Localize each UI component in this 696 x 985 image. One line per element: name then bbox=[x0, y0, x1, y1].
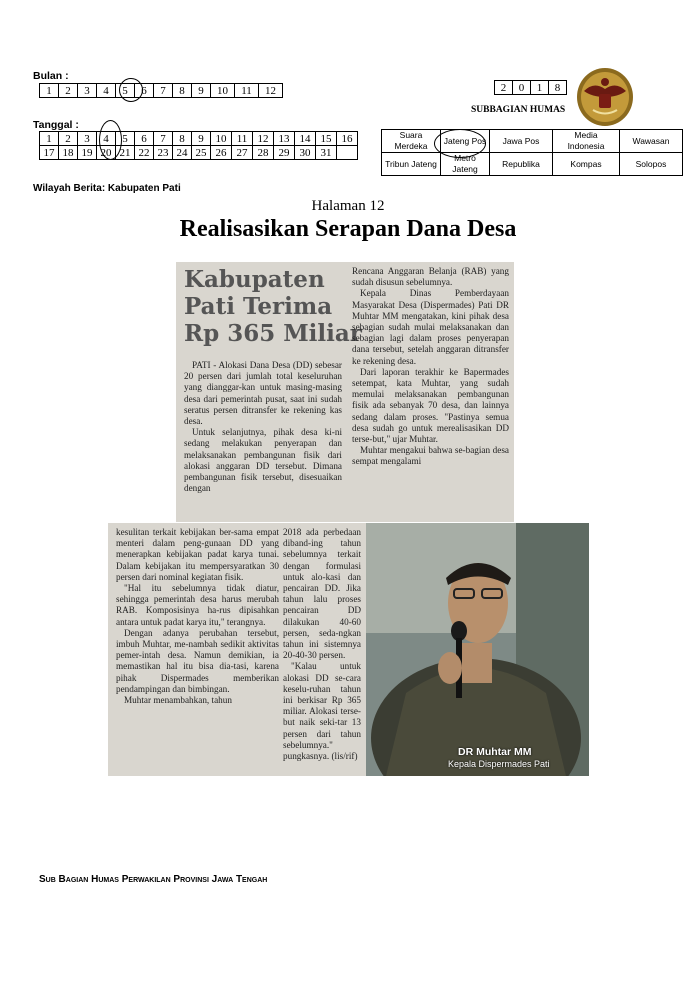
newspaper-table bbox=[381, 129, 683, 176]
tanggal-label: Tanggal : bbox=[33, 119, 79, 131]
bulan-cell: 5 bbox=[116, 84, 135, 98]
tanggal-cell: 13 bbox=[274, 132, 295, 146]
tanggal-cell: 18 bbox=[59, 146, 78, 160]
year-table bbox=[494, 80, 567, 95]
photo-caption-name: DR Muhtar MM bbox=[458, 746, 532, 758]
wilayah-berita: Wilayah Berita: Kabupaten Pati bbox=[33, 183, 181, 194]
article-column-4 bbox=[283, 527, 361, 762]
paragraph: Muhtar menambahkan, tahun bbox=[124, 695, 232, 706]
newspaper-cell: Republika bbox=[490, 153, 553, 176]
paragraph: 2018 ada perbedaan diband-ing tahun sebelumnya terkait dengan formulasi untuk alo-kasi dan pencairan DD. Jika tahun lalu proses pencairan DD dilakukan 40-60 persen, seda-ngkan tahun ini sistemnya 20-40-30 persen. bbox=[283, 527, 361, 661]
bulan-cell: 7 bbox=[154, 84, 173, 98]
newspaper-cell: Jawa Pos bbox=[490, 130, 553, 153]
paragraph: Kepala Dinas Pemberdayaan Masyarakat Desa (Dispermades) Pati DR Muhtar MM mengatakan, kini pihak desa sebagian sudah mulai melaksanakan dan sebagian lagi dalam proses penyerapan dana tersebut, setelah anggaran ditransfer ke rekening desa. bbox=[352, 288, 509, 366]
clipping-headline bbox=[184, 266, 362, 347]
bulan-cell: 1 bbox=[40, 84, 59, 98]
paragraph: "Hal itu sebelumnya tidak diatur, sehingga pemerintah desa harus merubah RAB. Komposisinya ha-rus dipisahkan antara untuk padat karya itu," terangnya. bbox=[116, 583, 279, 627]
tanggal-cell: 11 bbox=[232, 132, 253, 146]
subbagian-label: SUBBAGIAN HUMAS bbox=[471, 105, 566, 115]
bulan-label: Bulan : bbox=[33, 70, 69, 82]
tanggal-cell: 9 bbox=[192, 132, 211, 146]
tanggal-cell bbox=[337, 146, 358, 160]
news-clipping-lower bbox=[108, 523, 589, 776]
newspaper-cell: Media Indonesia bbox=[553, 130, 620, 153]
newspaper-cell: Kompas bbox=[553, 153, 620, 176]
newspaper-selection-circle bbox=[434, 129, 486, 158]
article-column-1 bbox=[184, 360, 342, 494]
tanggal-cell: 30 bbox=[295, 146, 316, 160]
tanggal-cell: 2 bbox=[59, 132, 78, 146]
tanggal-cell: 21 bbox=[116, 146, 135, 160]
tanggal-selection-circle bbox=[99, 120, 122, 160]
bulan-cell: 11 bbox=[235, 84, 259, 98]
tanggal-table bbox=[39, 131, 358, 160]
tanggal-cell: 5 bbox=[116, 132, 135, 146]
tanggal-cell: 22 bbox=[135, 146, 154, 160]
tanggal-cell: 15 bbox=[316, 132, 337, 146]
paragraph: Dari laporan terakhir ke Bapermades setempat, kata Muhtar, yang sudah memulai melaksanakan pembangunan fisik ada sebanyak 70 desa, dan lainnya sedang dalam proses. "Pastinya semua desa sudah go untuk merealisasikan DD terse-but," ujar Muhtar. bbox=[352, 366, 509, 445]
news-clipping-upper bbox=[176, 262, 514, 522]
tanggal-cell: 8 bbox=[173, 132, 192, 146]
photo-caption-title: Kepala Dispermades Pati bbox=[448, 759, 550, 769]
tanggal-cell: 19 bbox=[78, 146, 97, 160]
tanggal-cell: 6 bbox=[135, 132, 154, 146]
newspaper-cell: Jateng Pos bbox=[441, 130, 490, 153]
paragraph: Untuk selanjutnya, pihak desa ki-ni sedang melakukan penyerapan dan melaksanakan pembangunan fisik dari alokasi anggaran DD tersebut. Dimana pembangunan fisik tersebut, disesuaikan dengan bbox=[184, 427, 342, 494]
garuda-emblem-icon bbox=[576, 67, 634, 127]
photo-dr-muhtar bbox=[366, 523, 589, 776]
main-headline: Realisasikan Serapan Dana Desa bbox=[179, 216, 517, 242]
year-digit-cell: 2 bbox=[495, 81, 513, 95]
tanggal-cell: 23 bbox=[154, 146, 173, 160]
paragraph: Muhtar mengakui bahwa se-bagian desa sempat mengalami bbox=[352, 445, 509, 467]
bulan-cell: 9 bbox=[192, 84, 211, 98]
tanggal-cell: 24 bbox=[173, 146, 192, 160]
page-number: Halaman 12 bbox=[311, 198, 385, 214]
newspaper-cell: Solopos bbox=[620, 153, 683, 176]
paragraph: Rencana Anggaran Belanja (RAB) yang sudah disusun sebelumnya. bbox=[352, 266, 509, 288]
bulan-cell: 2 bbox=[59, 84, 78, 98]
paragraph: Dengan adanya perubahan tersebut, imbuh Muhtar, me-nambah sedikit aktivitas pemer-intah desa. Namun demikian, ia memastikan hal itu bisa dia-tasi, karena pihak Dispermades memberikan pendampingan dan bimbingan. bbox=[116, 627, 279, 694]
year-digit-cell: 8 bbox=[549, 81, 567, 95]
tanggal-cell: 31 bbox=[316, 146, 337, 160]
tanggal-cell: 29 bbox=[274, 146, 295, 160]
tanggal-cell: 28 bbox=[253, 146, 274, 160]
clipping-headline-line: Rp 365 Miliar bbox=[184, 320, 362, 347]
tanggal-cell: 27 bbox=[232, 146, 253, 160]
tanggal-cell: 25 bbox=[192, 146, 211, 160]
tanggal-cell: 12 bbox=[253, 132, 274, 146]
year-digit-cell: 0 bbox=[513, 81, 531, 95]
paragraph: "Kalau untuk alokasi DD se-cara keselu-ruhan tahun ini berkisar Rp 365 miliar. Alokasi terse-but naik seki-tar 13 persen dari tahun sebelumnya." pungkasnya. (lis/rif) bbox=[283, 661, 361, 762]
tanggal-cell: 20 bbox=[97, 146, 116, 160]
tanggal-cell: 7 bbox=[154, 132, 173, 146]
article-column-3 bbox=[116, 527, 279, 706]
tanggal-cell: 16 bbox=[337, 132, 358, 146]
year-digit-cell: 1 bbox=[531, 81, 549, 95]
bulan-cell: 12 bbox=[259, 84, 283, 98]
bulan-cell: 3 bbox=[78, 84, 97, 98]
footer: Sub Bagian Humas Perwakilan Provinsi Jawa Tengah bbox=[39, 874, 268, 885]
tanggal-cell: 26 bbox=[211, 146, 232, 160]
paragraph: kesulitan terkait kebijakan ber-sama empat menteri dalam peng-gunaan DD yang menerapkan kebijakan padat karya tunai. Dalam kebijakan itu mempersyaratkan 30 persen dari nominal kegiatan fisik. bbox=[116, 527, 279, 582]
newspaper-cell: Wawasan bbox=[620, 130, 683, 153]
bulan-cell: 4 bbox=[97, 84, 116, 98]
tanggal-cell: 17 bbox=[40, 146, 59, 160]
newspaper-cell: Tribun Jateng bbox=[382, 153, 441, 176]
tanggal-cell: 1 bbox=[40, 132, 59, 146]
tanggal-cell: 4 bbox=[97, 132, 116, 146]
tanggal-cell: 10 bbox=[211, 132, 232, 146]
article-column-2 bbox=[352, 266, 509, 468]
bulan-cell: 10 bbox=[211, 84, 235, 98]
tanggal-cell: 3 bbox=[78, 132, 97, 146]
clipping-headline-line: Pati Terima bbox=[184, 293, 333, 320]
tanggal-cell: 14 bbox=[295, 132, 316, 146]
newspaper-cell: Metro Jateng bbox=[441, 153, 490, 176]
bulan-cell: 6 bbox=[135, 84, 154, 98]
bulan-cell: 8 bbox=[173, 84, 192, 98]
bulan-selection-circle bbox=[119, 78, 143, 102]
bulan-table bbox=[39, 83, 283, 98]
newspaper-cell: Suara Merdeka bbox=[382, 130, 441, 153]
paragraph: PATI - Alokasi Dana Desa (DD) sebesar 20 persen dari jumlah total keseluruhan yang dianggar-kan untuk masing-masing desa dari pemerintah pusat, saat ini sudah seratus persen ditransfer ke rekening kas desa. bbox=[184, 360, 342, 427]
clipping-headline-line: Kabupaten bbox=[184, 266, 325, 293]
